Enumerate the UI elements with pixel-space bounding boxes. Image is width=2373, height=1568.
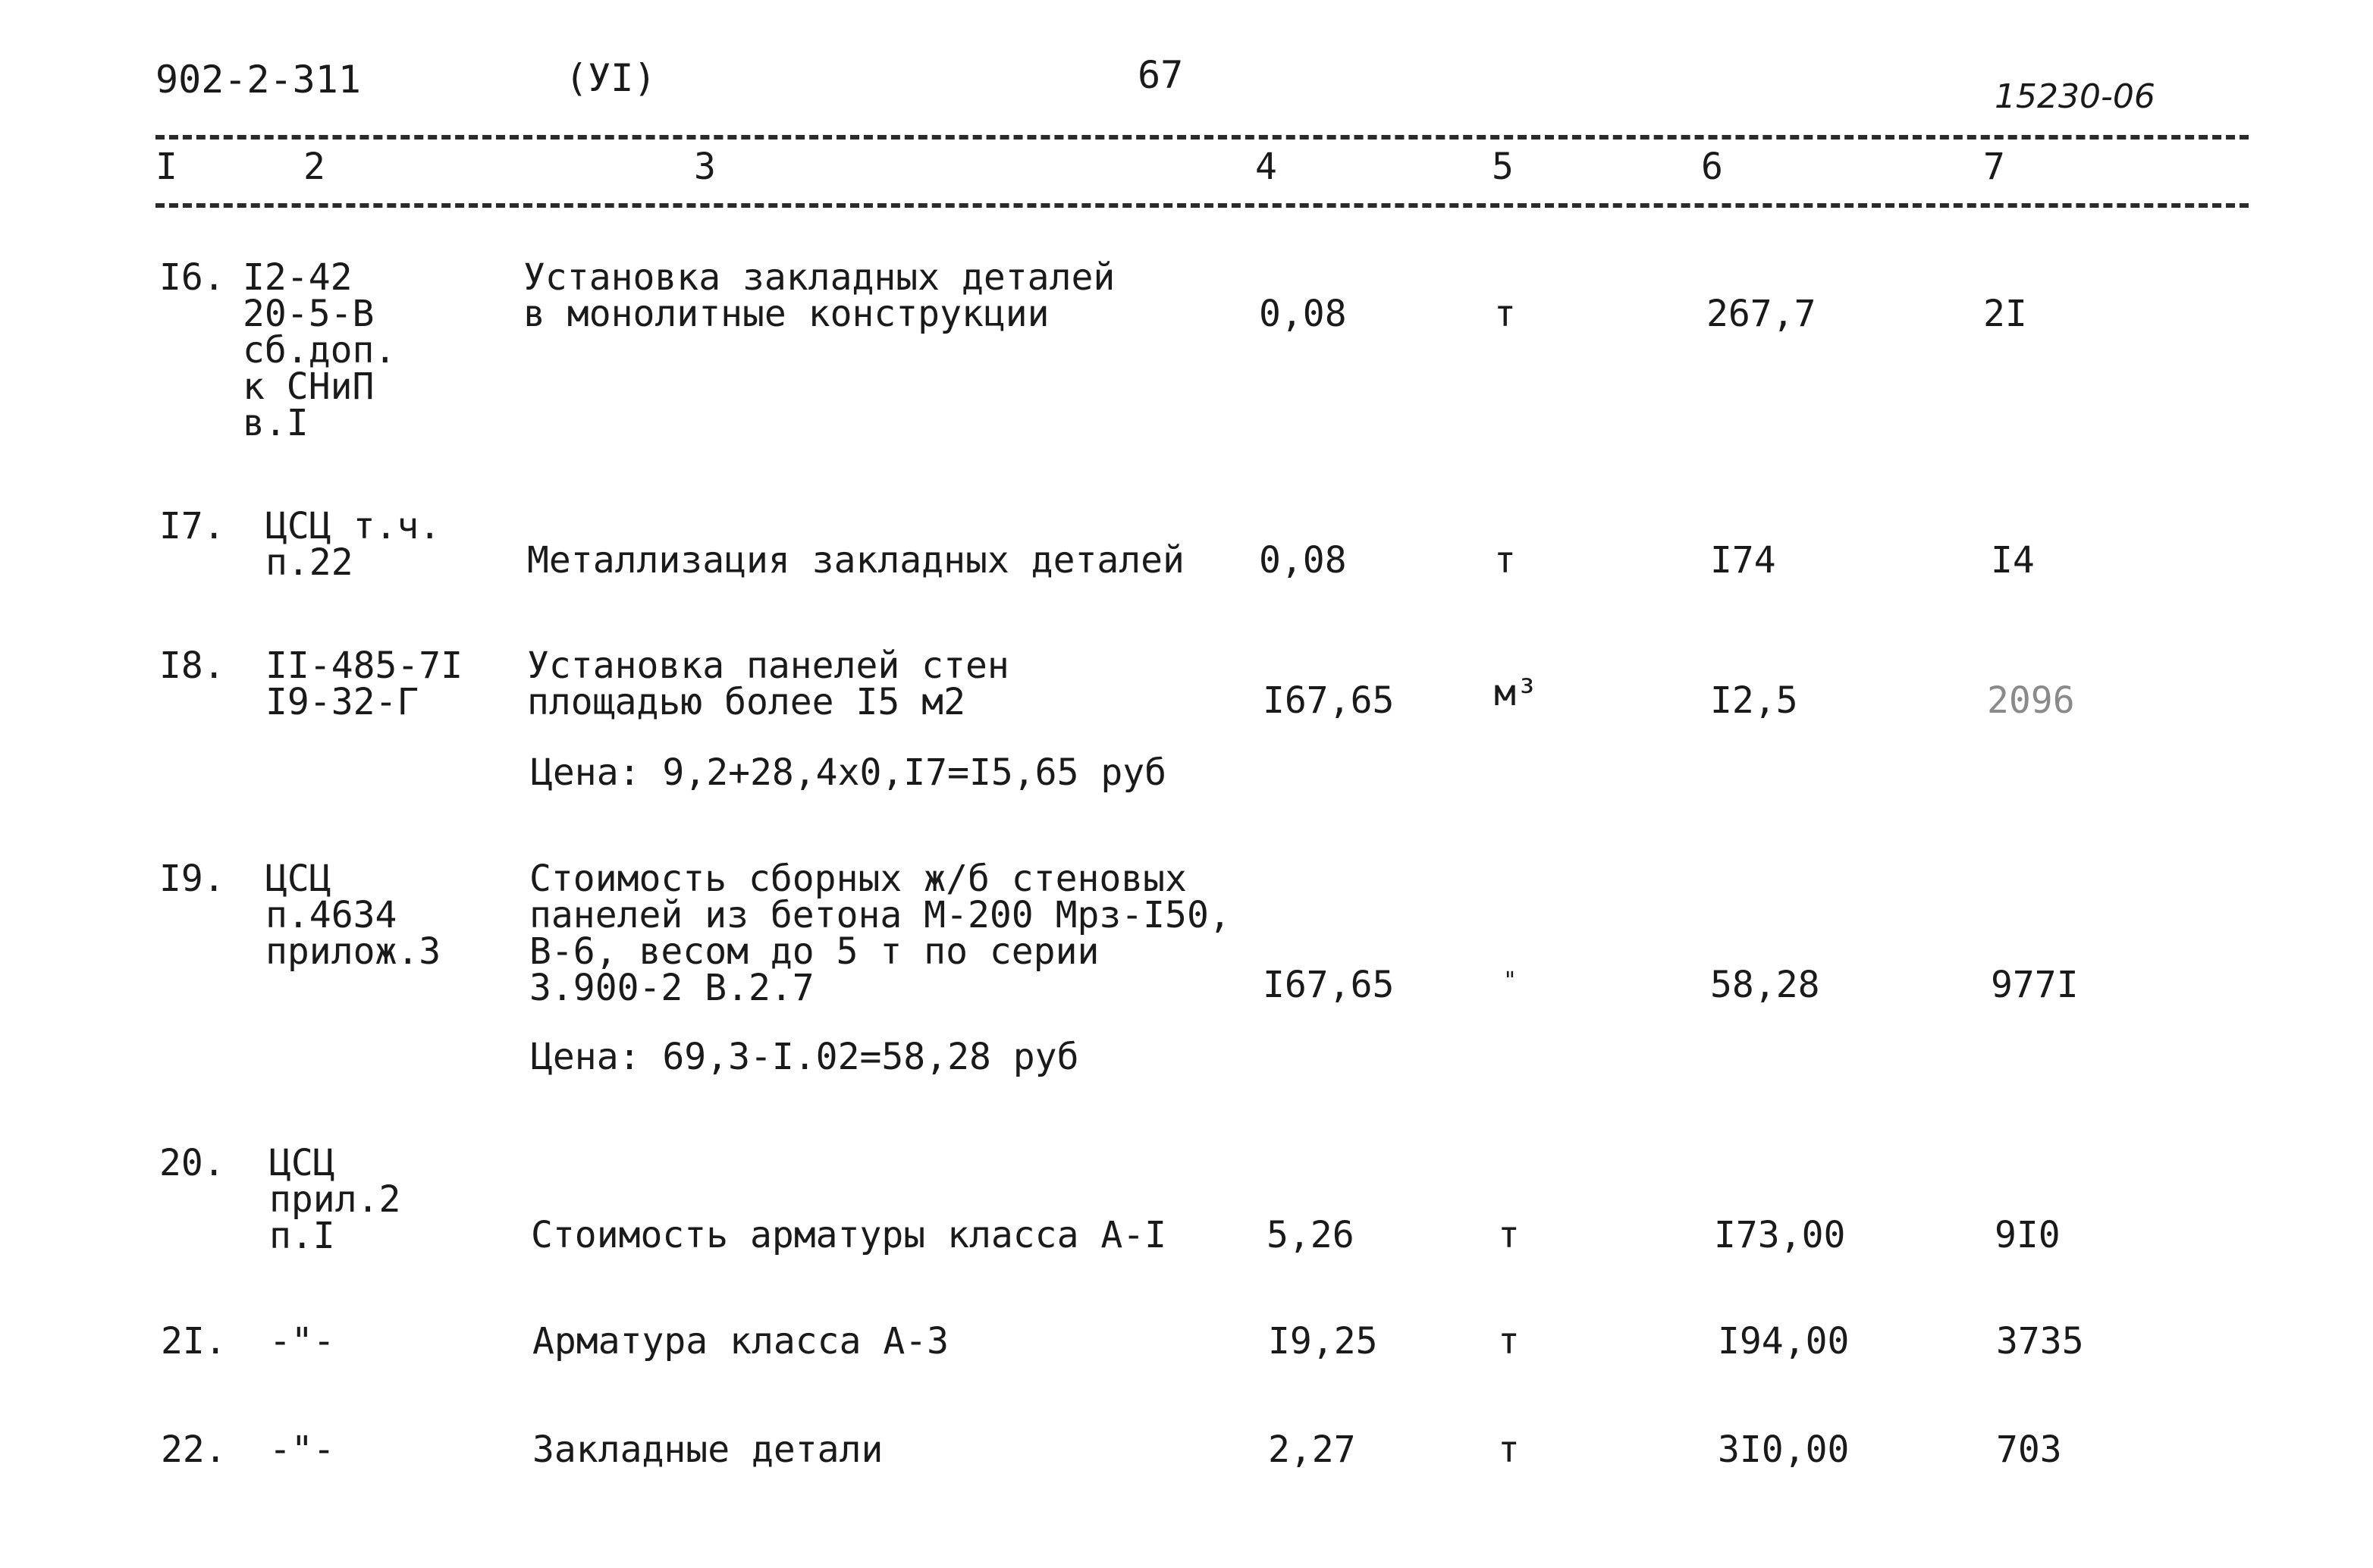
column-header-2: 2 xyxy=(303,146,325,188)
row-quantity: 0,08 xyxy=(1259,293,1347,335)
document-part: (УI) xyxy=(565,56,657,100)
row-code: ЦСЦ т.ч. п.22 xyxy=(265,505,441,584)
row-number: I7. xyxy=(159,505,225,547)
row-quantity: 5,26 xyxy=(1267,1214,1354,1256)
column-header-4: 4 xyxy=(1255,146,1277,188)
sheet-code: 15230-06 xyxy=(1995,77,2155,116)
row-unit: т xyxy=(1498,1214,1520,1256)
row-price: I74 xyxy=(1710,539,1776,582)
row-description: Стоимость арматуры класса А-I xyxy=(531,1214,1167,1256)
row-description: Металлизация закладных деталей xyxy=(527,539,1185,582)
row-quantity: I67,65 xyxy=(1263,679,1395,722)
column-header-3: 3 xyxy=(694,146,716,188)
row-description: Установка закладных деталей в монолитные конструкции xyxy=(523,256,1116,335)
row-price: 3I0,00 xyxy=(1718,1428,1850,1471)
row-code: I2-42 20-5-В сб.доп. к СНиП в.I xyxy=(243,256,397,444)
column-header-7: 7 xyxy=(1983,146,2005,188)
row-total: I4 xyxy=(1991,539,2035,582)
row-price: I73,00 xyxy=(1714,1214,1846,1256)
row-number: 2I. xyxy=(161,1320,227,1363)
row-total: 703 xyxy=(1996,1428,2062,1471)
row-total: 977I xyxy=(1991,964,2079,1006)
row-description: Стоимость сборных ж/б стеновых панелей из бетона М-200 Мрз-I50, В-6, весом до 5 т по серии 3.900-2 В.2.7 xyxy=(529,858,1231,1009)
row-number: I6. xyxy=(159,256,225,299)
document-code: 902-2-311 xyxy=(155,58,361,102)
row-unit: " xyxy=(1503,967,1518,994)
row-price: I94,00 xyxy=(1718,1320,1850,1363)
row-description: Арматура класса А-3 xyxy=(532,1320,950,1363)
row-total: 2096 xyxy=(1987,679,2075,722)
row-description: Закладные детали xyxy=(532,1428,884,1471)
column-header-6: 6 xyxy=(1701,146,1723,188)
column-header-1: I xyxy=(155,146,177,188)
row-number: I9. xyxy=(159,858,225,900)
row-price: I2,5 xyxy=(1710,679,1798,722)
row-code: ЦСЦ п.4634 прилож.3 xyxy=(265,858,441,973)
header-rule-bottom xyxy=(155,203,2249,208)
row-unit: м³ xyxy=(1494,672,1538,714)
row-quantity: 0,08 xyxy=(1259,539,1347,582)
row-total: 9I0 xyxy=(1995,1214,2061,1256)
row-unit: т xyxy=(1494,293,1516,335)
row-total: 3735 xyxy=(1996,1320,2084,1363)
row-unit: т xyxy=(1498,1428,1520,1471)
header-rule-top xyxy=(155,135,2249,140)
row-code: -"- xyxy=(269,1428,335,1471)
row-code: ЦСЦ прил.2 п.I xyxy=(269,1142,401,1257)
row-price-formula: Цена: 9,2+28,4x0,I7=I5,65 руб xyxy=(531,751,1167,794)
row-number: 22. xyxy=(161,1428,227,1471)
row-code: II-485-7I I9-32-Г xyxy=(265,644,463,723)
column-header-5: 5 xyxy=(1492,146,1514,188)
row-description: Установка панелей стен площадью более I5 м2 xyxy=(527,644,1009,723)
row-unit: т xyxy=(1494,539,1516,582)
row-number: I8. xyxy=(159,644,225,687)
page-number: 67 xyxy=(1138,53,1184,97)
row-code: -"- xyxy=(269,1320,335,1363)
row-unit: т xyxy=(1498,1320,1520,1363)
row-number: 20. xyxy=(159,1142,225,1184)
row-quantity: I9,25 xyxy=(1268,1320,1378,1363)
row-price: 58,28 xyxy=(1710,964,1820,1006)
row-total: 2I xyxy=(1983,293,2027,335)
row-quantity: 2,27 xyxy=(1268,1428,1356,1471)
row-price-formula: Цена: 69,3-I.02=58,28 руб xyxy=(531,1036,1079,1078)
row-price: 267,7 xyxy=(1706,293,1816,335)
row-quantity: I67,65 xyxy=(1263,964,1395,1006)
